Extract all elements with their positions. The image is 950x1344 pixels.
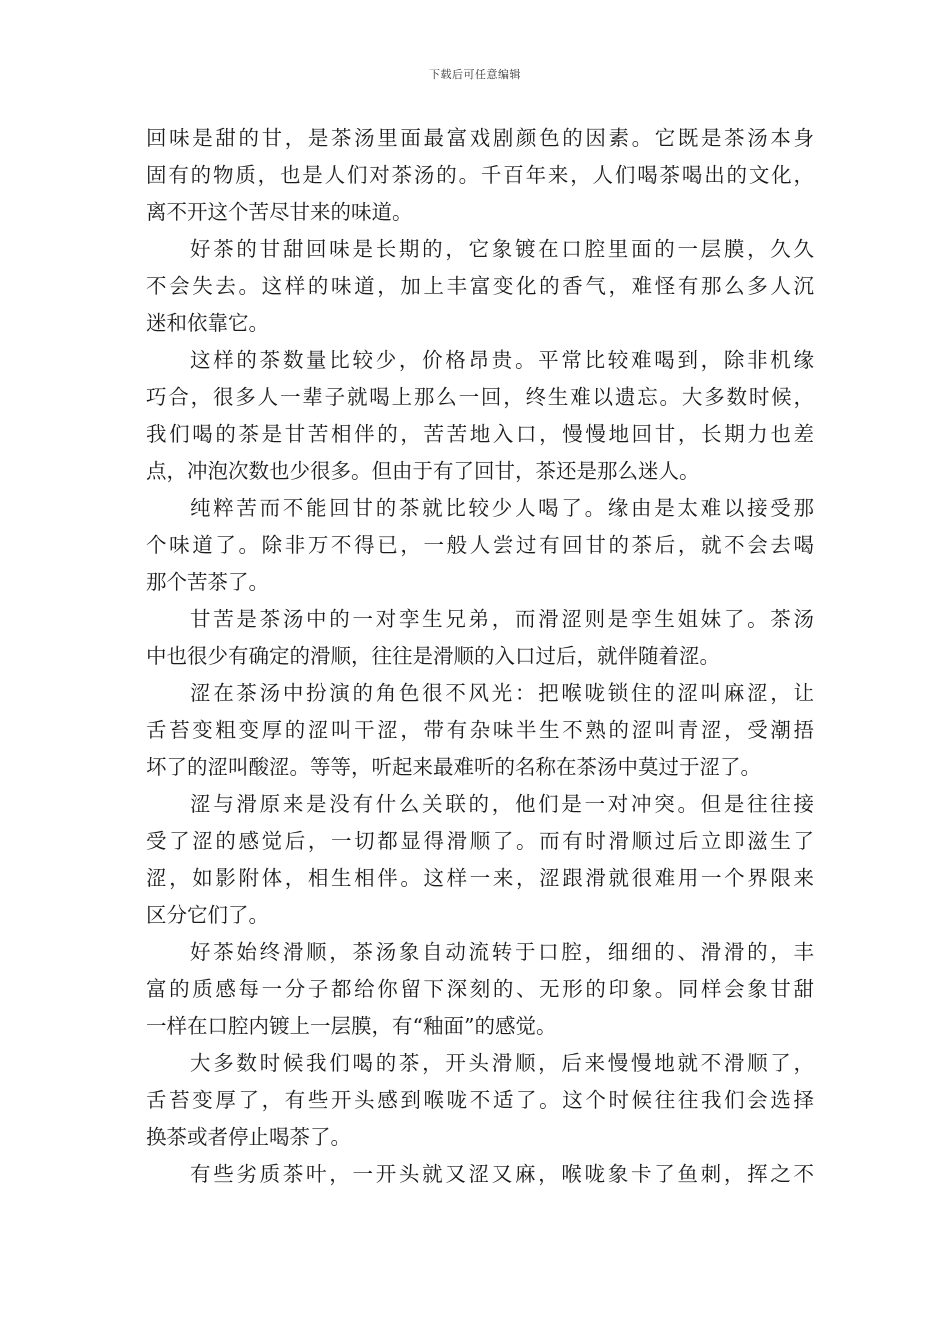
paragraph <box>146 601 814 675</box>
text-line: 舌苔变厚了，有些开头感到喉咙不适了。这个时候往往我们会选择 <box>146 1088 814 1112</box>
text-line: 个味道了。除非万不得已，一般人尝过有回甘的茶后，就不会去喝 <box>146 533 814 557</box>
text-line: 好茶的甘甜回味是长期的，它象镀在口腔里面的一层膜，久久 <box>190 237 814 261</box>
text-line: 那个苦茶了。 <box>146 570 269 594</box>
text-line: 区分它们了。 <box>146 903 269 927</box>
paragraph <box>146 342 814 490</box>
text-line: 中也很少有确定的滑顺，往往是滑顺的入口过后，就伴随着涩。 <box>146 644 720 668</box>
text-line: 涩在茶汤中扮演的角色很不风光：把喉咙锁住的涩叫麻涩，让 <box>190 681 814 705</box>
text-line: 大多数时候我们喝的茶，开头滑顺，后来慢慢地就不滑顺了， <box>190 1051 814 1075</box>
paragraph <box>146 1045 814 1156</box>
text-line: 回味是甜的甘，是茶汤里面最富戏剧颜色的因素。它既是茶汤本身 <box>146 126 814 150</box>
text-line: 舌苔变粗变厚的涩叫干涩，带有杂味半生不熟的涩叫青涩，受潮捂 <box>146 718 814 742</box>
paragraph <box>146 786 814 934</box>
text-line: 一样在口腔内镀上一层膜，有“釉面”的感觉。 <box>146 1014 557 1038</box>
text-line: 涩，如影附体，相生相伴。这样一来，涩跟滑就很难用一个界限来 <box>146 866 814 890</box>
text-line: 巧合，很多人一辈子就喝上那么一回，终生难以遗忘。大多数时候， <box>146 385 814 409</box>
text-line: 点，冲泡次数也少很多。但由于有了回甘，茶还是那么迷人。 <box>146 459 700 483</box>
paragraph <box>146 1156 814 1193</box>
text-line: 换茶或者停止喝茶了。 <box>146 1125 351 1149</box>
text-line: 固有的物质，也是人们对茶汤的。千百年来，人们喝茶喝出的文化， <box>146 163 814 187</box>
text-line: 纯粹苦而不能回甘的茶就比较少人喝了。缘由是太难以接受那 <box>190 496 814 520</box>
paragraph <box>146 490 814 601</box>
text-line: 有些劣质茶叶，一开头就又涩又麻，喉咙象卡了鱼刺，挥之不 <box>190 1162 814 1186</box>
text-line: 受了涩的感觉后，一切都显得滑顺了。而有时滑顺过后立即滋生了 <box>146 829 814 853</box>
text-line: 坏了的涩叫酸涩。等等，听起来最难听的名称在茶汤中莫过于涩了。 <box>146 755 761 779</box>
text-line: 好茶始终滑顺，茶汤象自动流转于口腔，细细的、滑滑的，丰 <box>190 940 814 964</box>
text-line: 这样的茶数量比较少，价格昂贵。平常比较难喝到，除非机缘 <box>190 348 814 372</box>
text-line: 我们喝的茶是甘苦相伴的，苦苦地入口，慢慢地回甘，长期力也差 <box>146 422 814 446</box>
text-line: 涩与滑原来是没有什么关联的，他们是一对冲突。但是往往接 <box>190 792 814 816</box>
paragraph <box>146 675 814 786</box>
page-header: 下载后可任意编辑 <box>429 68 521 81</box>
paragraph <box>146 120 814 231</box>
text-line: 迷和依靠它。 <box>146 311 269 335</box>
text-line: 甘苦是茶汤中的一对孪生兄弟，而滑涩则是孪生姐妹了。茶汤 <box>190 607 814 631</box>
paragraph <box>146 231 814 342</box>
text-line: 富的质感每一分子都给你留下深刻的、无形的印象。同样会象甘甜 <box>146 977 814 1001</box>
text-line: 离不开这个苦尽甘来的味道。 <box>146 200 413 224</box>
text-line: 不会失去。这样的味道，加上丰富变化的香气，难怪有那么多人沉 <box>146 274 814 298</box>
document-body <box>146 120 814 1193</box>
paragraph <box>146 934 814 1045</box>
